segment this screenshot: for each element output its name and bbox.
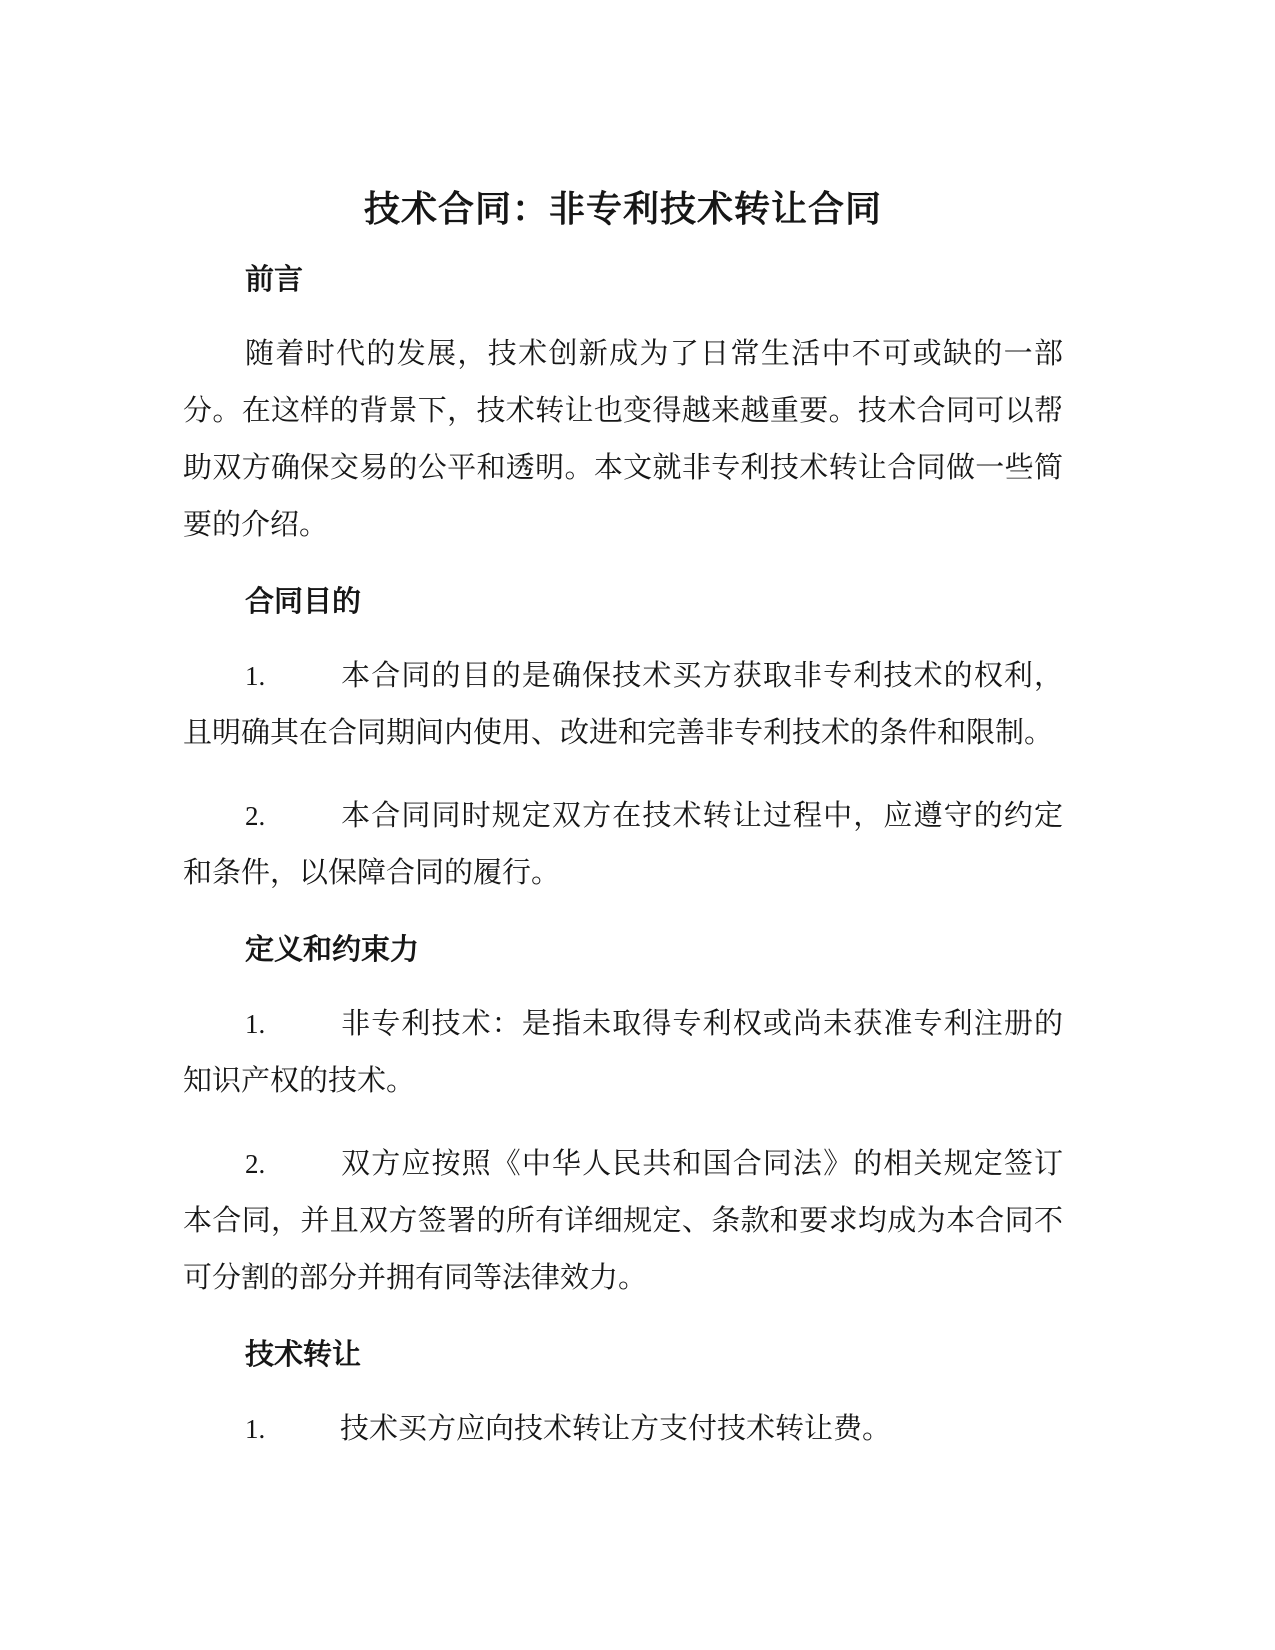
numbered-paragraph xyxy=(183,648,1063,762)
list-number: 1. xyxy=(245,661,266,691)
numbered-paragraph xyxy=(183,1401,1063,1458)
list-number: 1. xyxy=(245,1414,266,1444)
list-item-text: 技术买方应向技术转让方支付技术转让费。 xyxy=(340,1413,892,1445)
section-contract-purpose xyxy=(183,582,1063,902)
list-number: 2. xyxy=(245,801,266,831)
document-title: 技术合同：非专利技术转让合同 xyxy=(363,189,882,229)
section-heading-technology-transfer: 技术转让 xyxy=(245,1339,362,1371)
numbered-paragraph xyxy=(183,788,1063,902)
list-number: 1. xyxy=(245,1009,266,1039)
list-item-text: 本合同同时规定双方在技术转让过程中，应遵守的约定和条件，以保障合同的履行。 xyxy=(183,800,1063,889)
list-number: 2. xyxy=(245,1149,266,1179)
list-item-text: 非专利技术：是指未取得专利权或尚未获准专利注册的知识产权的技术。 xyxy=(183,1008,1063,1097)
section-heading-contract-purpose: 合同目的 xyxy=(245,586,362,618)
section-technology-transfer xyxy=(183,1335,1063,1458)
section-heading-definitions-binding: 定义和约束力 xyxy=(245,934,420,966)
section-preface xyxy=(183,260,1063,554)
list-item-text: 双方应按照《中华人民共和国合同法》的相关规定签订本合同，并且双方签署的所有详细规定、条款和要求均成为本合同不可分割的部分并拥有同等法律效力。 xyxy=(183,1148,1063,1294)
section-definitions-binding xyxy=(183,930,1063,1307)
numbered-paragraph xyxy=(183,996,1063,1110)
section-heading-preface: 前言 xyxy=(245,264,304,296)
preface-paragraph: 随着时代的发展，技术创新成为了日常生活中不可或缺的一部分。在这样的背景下，技术转让也变得越来越重要。技术合同可以帮助双方确保交易的公平和透明。本文就非专利技术转让合同做一些简要的介绍。 xyxy=(183,338,1063,541)
numbered-paragraph xyxy=(183,1136,1063,1307)
list-item-text: 本合同的目的是确保技术买方获取非专利技术的权利，且明确其在合同期间内使用、改进和完善非专利技术的条件和限制。 xyxy=(183,660,1063,749)
